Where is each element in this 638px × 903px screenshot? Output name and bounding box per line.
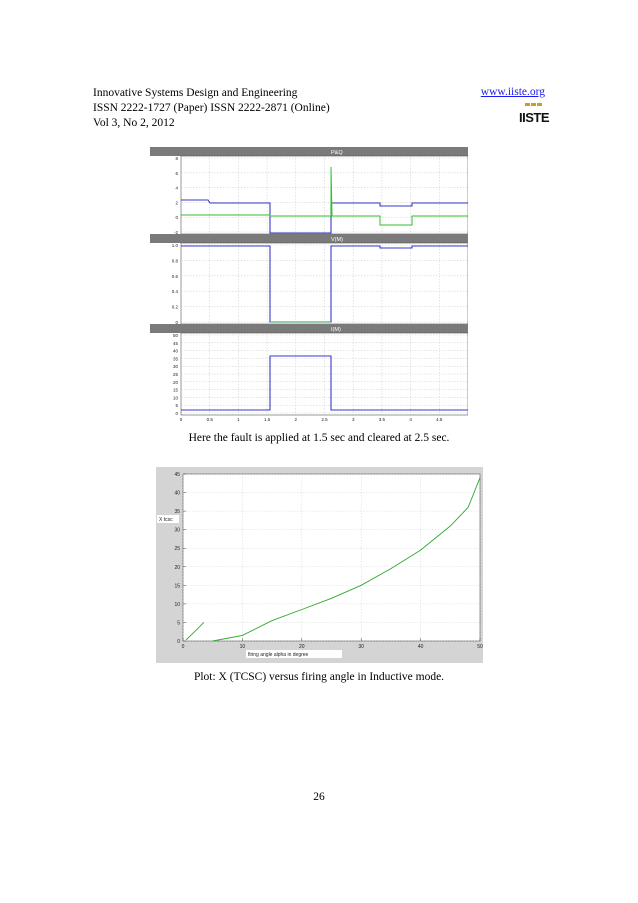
y-tick-label: 0 [175, 411, 178, 416]
x-tick-label: 1.5 [263, 417, 271, 422]
y-tick-label: 0 [177, 639, 180, 645]
page-number: 26 [313, 791, 325, 803]
y-tick-label: 10 [174, 601, 180, 608]
x-tick-label: 0.5 [206, 417, 213, 422]
y-tick-label: 0.6 [171, 273, 178, 279]
y-tick-label: 15 [172, 387, 178, 393]
fault-response-figure [150, 147, 468, 422]
panel-im-title: I(M) [331, 327, 341, 333]
panel-vm-title: V(M) [331, 237, 343, 243]
journal-title: Innovative Systems Design and Engineering [93, 87, 298, 99]
x-axis-label: firing angle alpha in degree [248, 652, 309, 658]
x-tick-label: 30 [358, 644, 364, 650]
x-tick-label: 4 [409, 417, 412, 422]
y-tick-label: 45 [172, 340, 178, 346]
y-tick-label: 0.8 [171, 258, 178, 264]
y-tick-label: 30 [172, 364, 178, 370]
y-tick-label: 10 [172, 395, 178, 401]
volume-line: Vol 3, No 2, 2012 [93, 117, 175, 129]
y-tick-label: -2 [173, 230, 178, 235]
x-tick-label: 20 [299, 644, 305, 650]
x-tick-label: 2.5 [321, 417, 328, 422]
x-tick-label: 0 [179, 417, 183, 422]
y-tick-label: 0 [175, 215, 178, 221]
x-tick-label: 1 [237, 417, 240, 422]
xtcsc-chart [156, 467, 483, 663]
x-tick-label: 50 [477, 644, 483, 650]
journal-url-link[interactable]: www.iiste.org [480, 86, 545, 98]
y-tick-label: 45 [174, 472, 180, 478]
y-tick-label: 0 [175, 320, 178, 325]
x-tick-label: 3.5 [378, 417, 386, 422]
x-tick-label: 3 [351, 417, 355, 422]
figure2-caption: Plot: X (TCSC) versus firing angle in Inductive mode. [193, 671, 445, 683]
y-tick-label: 6 [175, 170, 178, 176]
y-tick-label: 40 [174, 490, 180, 497]
y-tick-label: 5 [175, 403, 178, 409]
x-tick-label: 10 [239, 644, 246, 650]
issn-line: ISSN 2222-1727 (Paper) ISSN 2222-2871 (Online) [93, 102, 330, 114]
y-tick-label: 25 [172, 372, 178, 377]
panel-im [150, 324, 468, 415]
x-tick-label: 40 [417, 644, 424, 650]
panel-vm [150, 234, 468, 324]
y-tick-label: 50 [172, 333, 178, 338]
y-tick-label: 0.2 [171, 304, 178, 310]
panel-pq [150, 147, 468, 234]
y-tick-label: 20 [174, 564, 180, 571]
x-tick-label: 2 [294, 417, 298, 422]
y-tick-label: 5 [177, 620, 180, 627]
svg-text:IISTE: IISTE [519, 110, 550, 125]
y-tick-label: 1.0 [171, 243, 178, 248]
panel-pq-title: P&Q [331, 150, 343, 156]
y-tick-label: 35 [172, 356, 178, 362]
y-tick-label: 25 [174, 546, 180, 553]
iiste-logo [518, 103, 552, 125]
y-tick-label: 30 [174, 527, 180, 534]
y-tick-label: 0.4 [171, 289, 178, 295]
y-tick-label: 8 [175, 156, 178, 161]
figure1-caption: Here the fault is applied at 1.5 sec and cleared at 2.5 sec. [188, 432, 450, 444]
x-tick-label: 0 [181, 644, 185, 650]
x-tick-label: 4.5 [436, 417, 443, 422]
y-tick-label: 2 [175, 200, 178, 206]
y-tick-label: 40 [172, 348, 178, 354]
y-tick-label: 35 [174, 509, 180, 516]
y-tick-label: 4 [175, 185, 178, 191]
y-tick-label: 20 [172, 379, 178, 385]
y-tick-label: 15 [174, 583, 180, 590]
y-axis-label: X tcsc [159, 517, 173, 523]
